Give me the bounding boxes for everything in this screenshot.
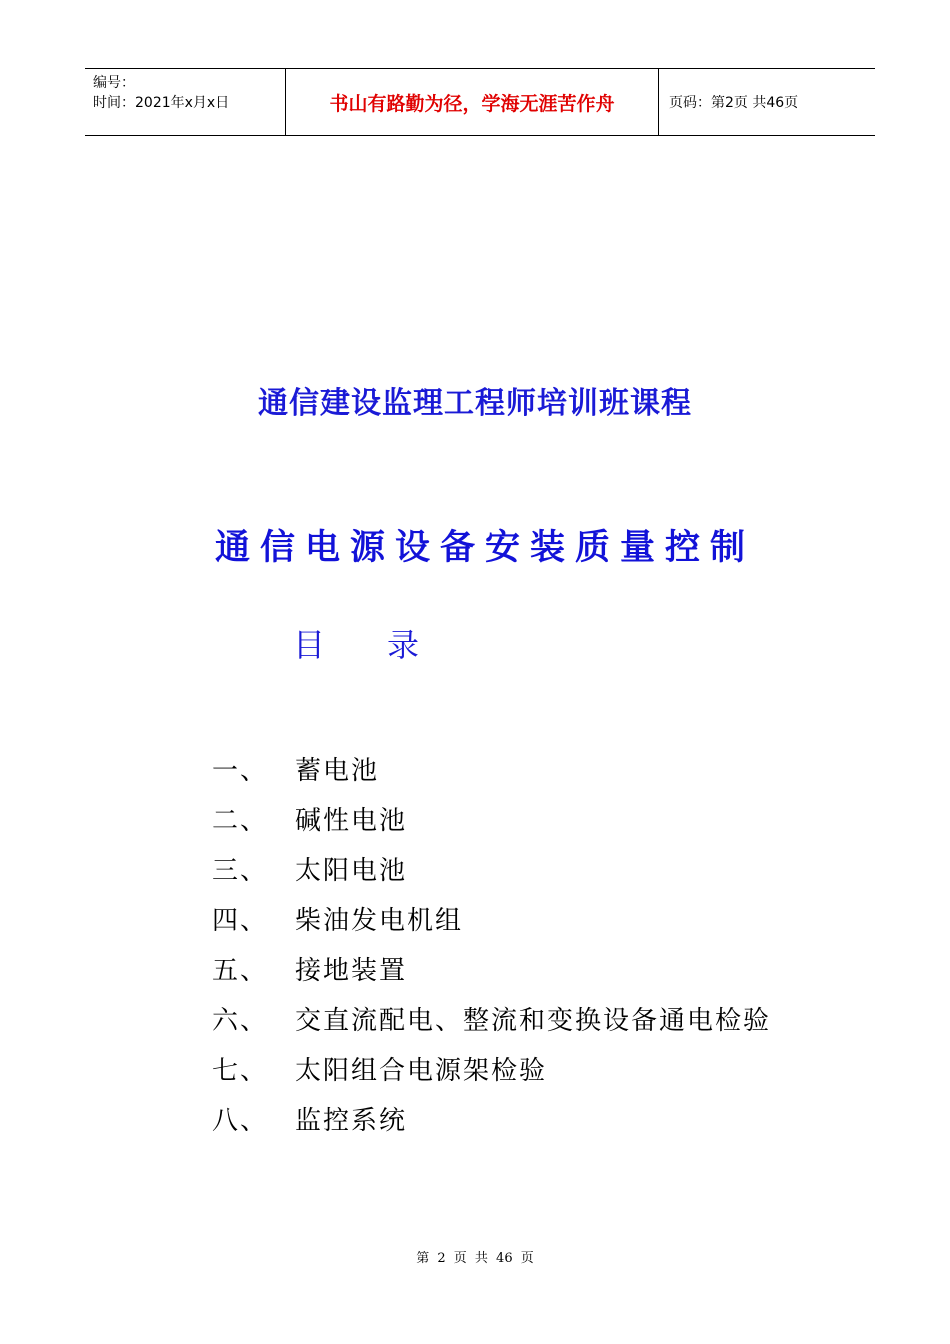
toc-item <box>212 943 771 993</box>
toc-item-number: 三、 <box>212 855 269 886</box>
header-motto: 书山有路勤为径，学海无涯苦作舟 <box>286 69 659 135</box>
toc-item-number: 二、 <box>212 805 269 836</box>
toc-item-number: 四、 <box>212 905 269 936</box>
header-page-info: 页码：第2页 共46页 <box>669 95 799 111</box>
toc-heading: 目录 <box>293 626 482 664</box>
main-title: 通信电源设备安装质量控制 <box>214 528 755 568</box>
toc-item <box>212 1093 771 1143</box>
header-meta <box>85 69 286 135</box>
table-of-contents <box>212 743 771 1143</box>
toc-item <box>212 793 771 843</box>
toc-item-number: 七、 <box>212 1055 269 1086</box>
page-footer: 第 2 页 共 46 页 <box>416 1251 534 1266</box>
toc-item-number: 六、 <box>212 1005 269 1036</box>
toc-item <box>212 743 771 793</box>
page-header <box>85 68 875 136</box>
toc-item-number: 五、 <box>212 955 269 986</box>
toc-item-text: 交直流配电、整流和变换设备通电检验 <box>295 1005 772 1036</box>
toc-item <box>212 1043 771 1093</box>
toc-item-text: 柴油发电机组 <box>295 905 464 936</box>
toc-item-text: 碱性电池 <box>295 805 408 836</box>
toc-item-text: 太阳电池 <box>295 855 408 886</box>
toc-item-text: 接地装置 <box>295 955 408 986</box>
toc-item <box>212 843 771 893</box>
toc-item-number: 一、 <box>212 755 269 786</box>
toc-item-text: 监控系统 <box>295 1105 408 1136</box>
toc-item <box>212 993 771 1043</box>
course-title: 通信建设监理工程师培训班课程 <box>258 386 692 421</box>
toc-item-number: 八、 <box>212 1105 269 1136</box>
header-time-label: 时间：2021年x月x日 <box>93 95 230 111</box>
toc-item-text: 蓄电池 <box>295 755 380 786</box>
toc-item-text: 太阳组合电源架检验 <box>295 1055 548 1086</box>
toc-item <box>212 893 771 943</box>
header-number-label: 编号： <box>93 75 135 91</box>
